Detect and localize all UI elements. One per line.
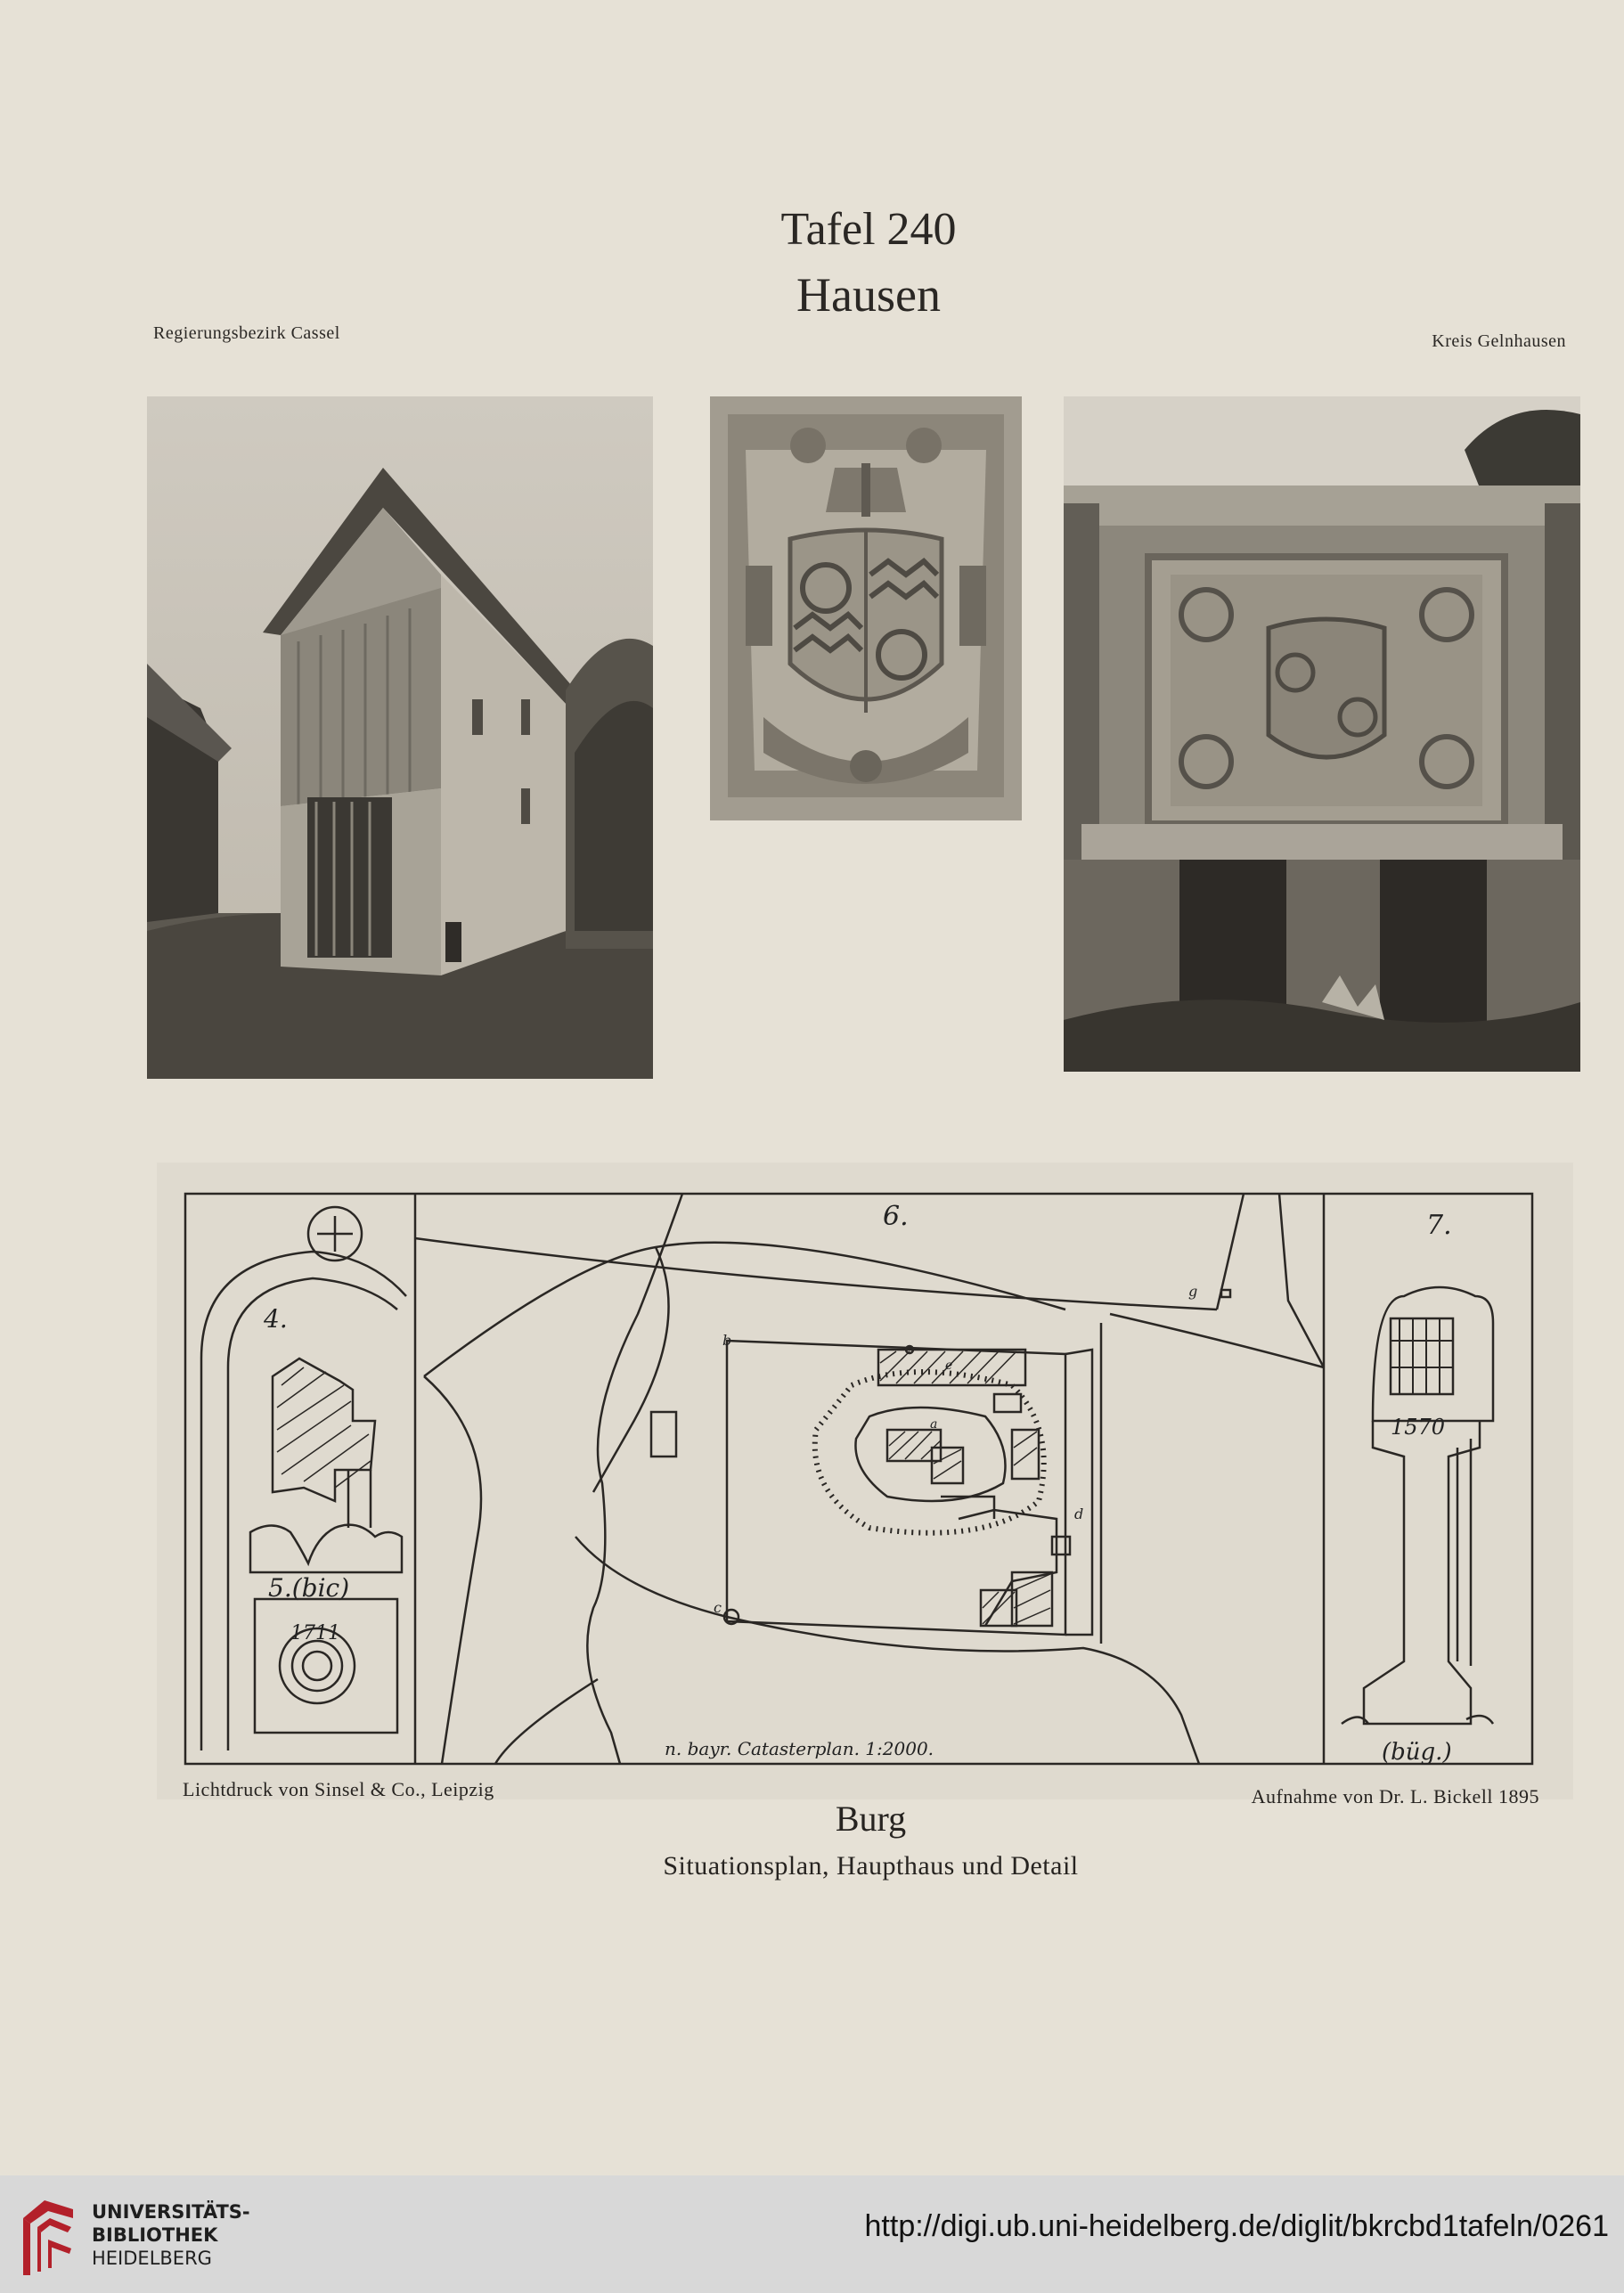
photo-haupthaus bbox=[147, 396, 653, 1079]
library-logo-icon[interactable] bbox=[18, 2191, 80, 2279]
label-detail-5: 5.(bic) bbox=[268, 1573, 350, 1603]
plate-number: Tafel 240 bbox=[780, 204, 957, 255]
photo-denkmal bbox=[1064, 396, 1580, 1072]
label-detail-5-year: 1711 bbox=[290, 1622, 340, 1644]
label-detail-4: 4. bbox=[264, 1304, 288, 1334]
plan-letter-e: e bbox=[945, 1359, 953, 1373]
label-detail-7-sig: (büg.) bbox=[1382, 1739, 1452, 1766]
plan-letter-c: c bbox=[714, 1599, 722, 1616]
caption-subtitle: Situationsplan, Haupthaus und Detail bbox=[663, 1851, 1079, 1881]
library-footer bbox=[0, 2175, 1624, 2293]
plan-letter-g: g bbox=[1188, 1283, 1198, 1300]
library-logo-text[interactable]: UNIVERSITÄTS- BIBLIOTHEK HEIDELBERG bbox=[92, 2201, 250, 2269]
credit-printer: Lichtdruck von Sinsel & Co., Leipzig bbox=[183, 1778, 494, 1800]
plan-letter-a: a bbox=[930, 1417, 938, 1432]
plan-letter-d: d bbox=[1074, 1506, 1084, 1522]
label-detail-7: 7. bbox=[1426, 1210, 1452, 1241]
plan-letter-b: b bbox=[722, 1332, 732, 1349]
place-name: Hausen bbox=[796, 268, 941, 322]
district-right: Kreis Gelnhausen bbox=[1432, 331, 1566, 351]
district-left: Regierungsbezirk Cassel bbox=[153, 323, 340, 343]
source-url-link[interactable]: http://digi.ub.uni-heidelberg.de/diglit/bkrcbd1tafeln/0261 bbox=[864, 2209, 1609, 2243]
credit-photographer: Aufnahme von Dr. L. Bickell 1895 bbox=[1251, 1785, 1539, 1807]
label-plan-6: 6. bbox=[883, 1201, 909, 1232]
photo-wappen bbox=[710, 396, 1022, 820]
caption-title: Burg bbox=[835, 1799, 907, 1839]
label-detail-7-year: 1570 bbox=[1391, 1415, 1446, 1440]
plan-scale-note: n. bayr. Catasterplan. 1:2000. bbox=[665, 1738, 934, 1759]
situation-plan-drawing bbox=[157, 1163, 1573, 1799]
